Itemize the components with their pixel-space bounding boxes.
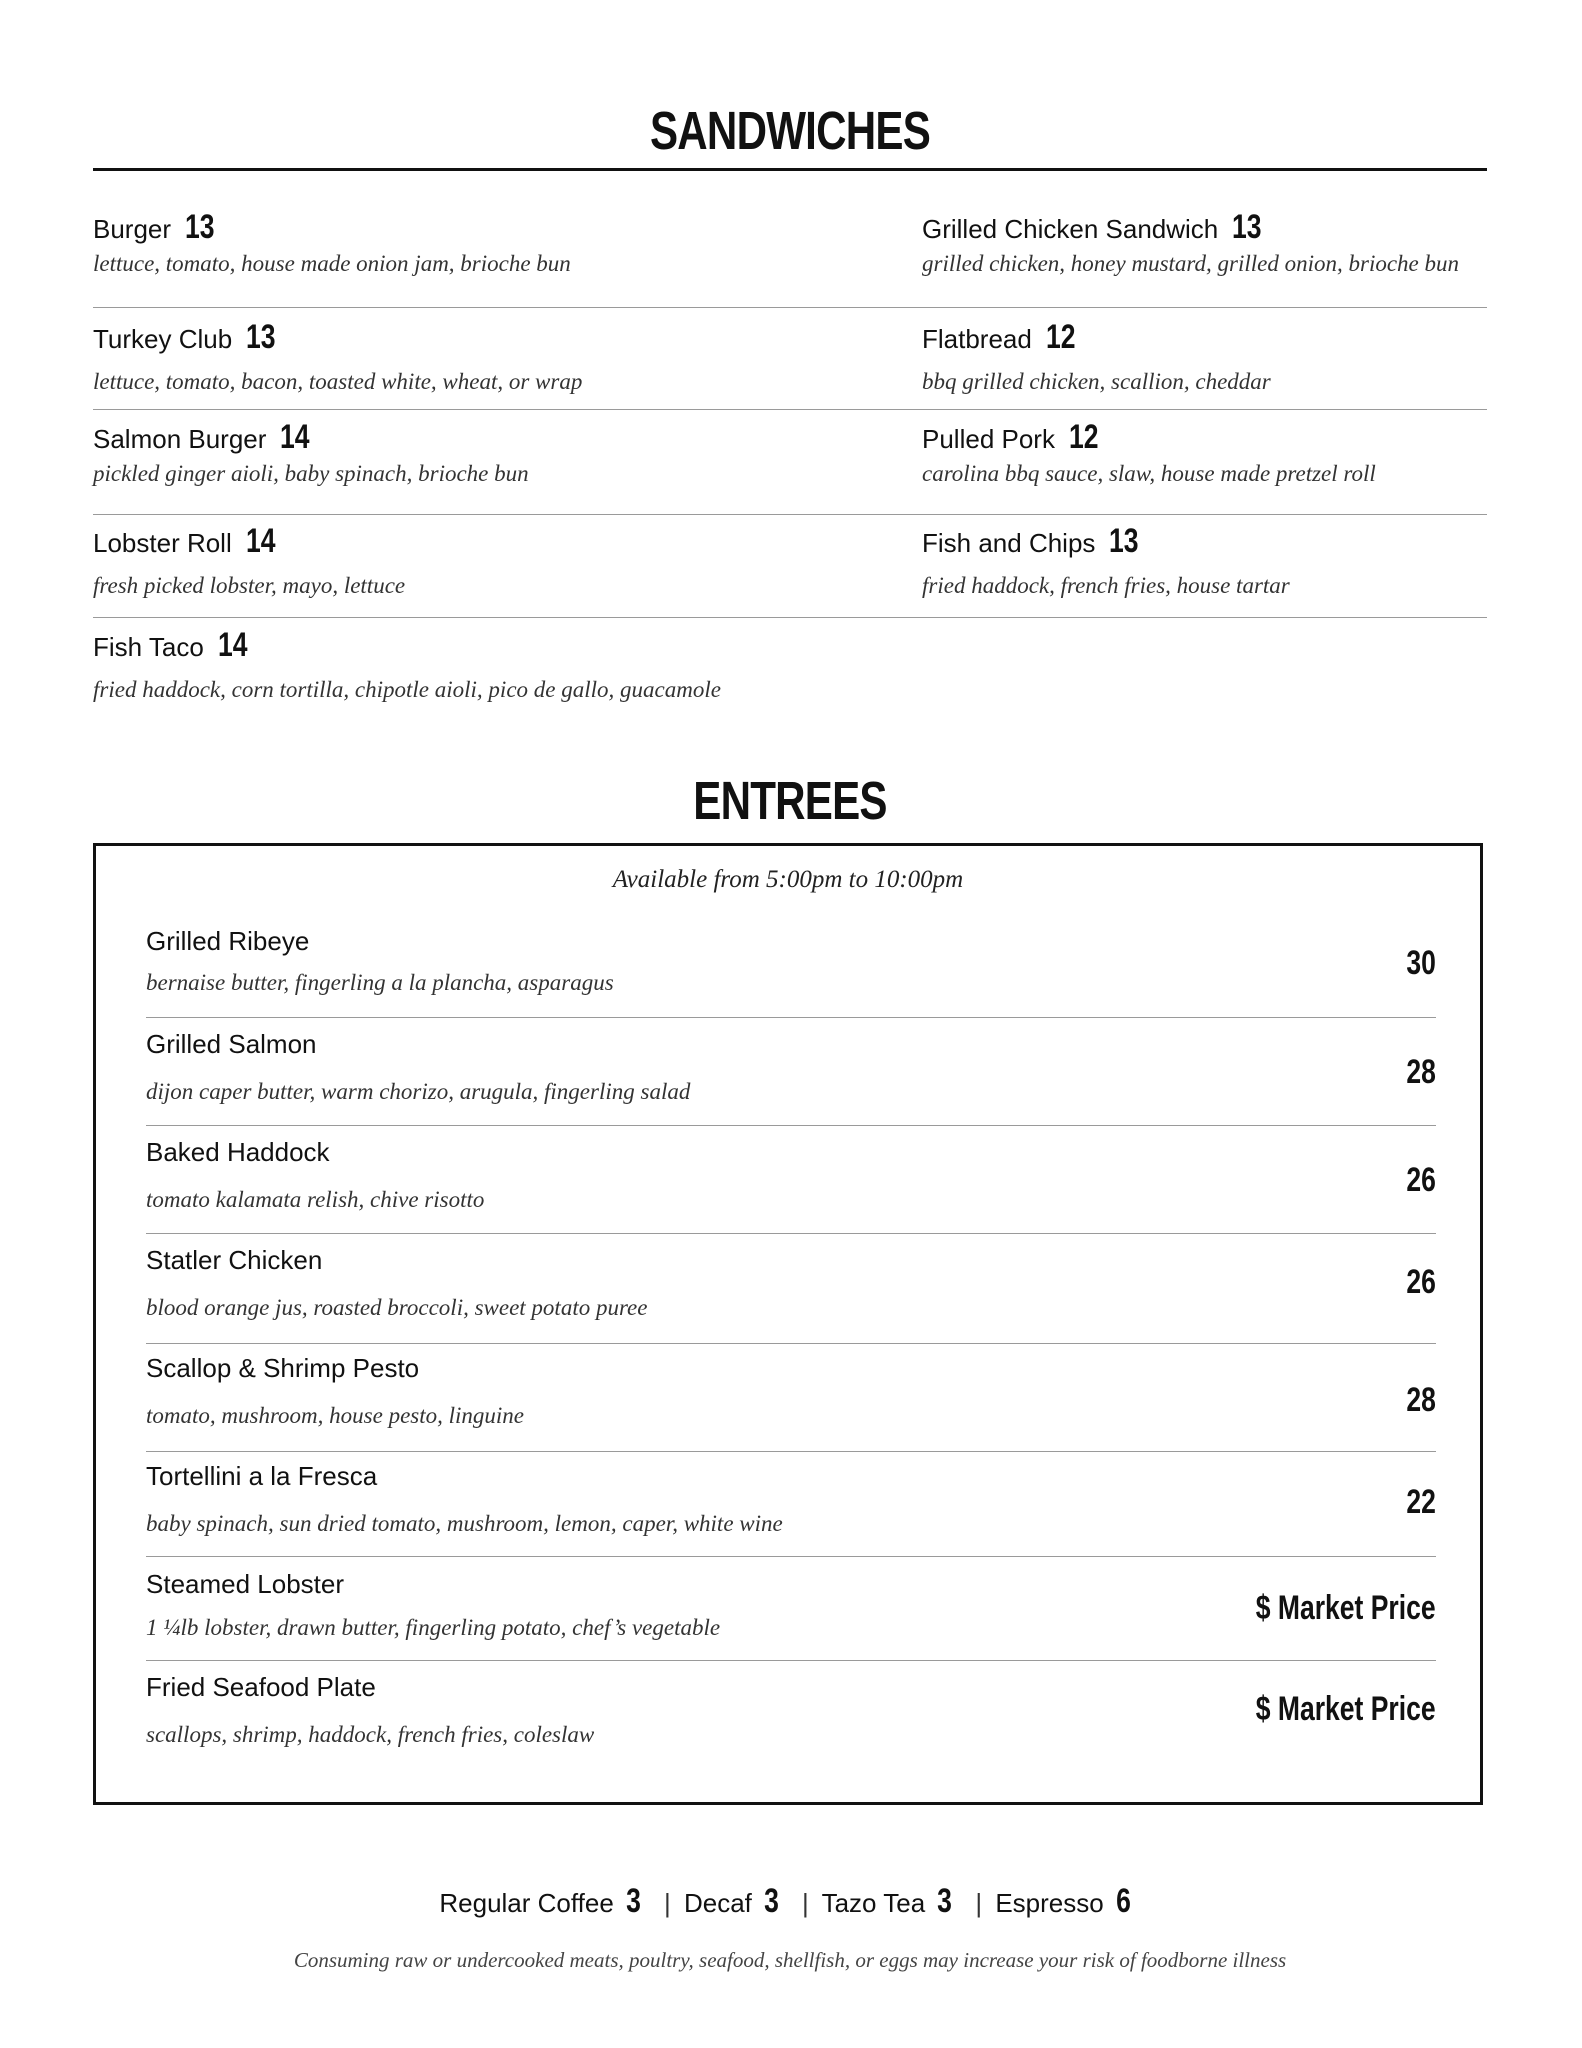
sandwich-description: grilled chicken, honey mustard, grilled onion, brioche bun [922, 251, 1459, 276]
entree-row [146, 926, 1436, 1018]
entree-name: Baked Haddock [146, 1137, 330, 1167]
sandwich-name: Lobster Roll [93, 528, 232, 558]
sandwich-item [93, 626, 893, 703]
sandwich-item [93, 208, 893, 277]
entree-row [146, 1672, 1436, 1764]
sandwich-item [922, 208, 1502, 277]
entree-price: $ Market Price [1256, 1589, 1436, 1627]
sandwich-name: Flatbread [922, 324, 1032, 354]
entree-price: 22 [1406, 1483, 1436, 1521]
entrees-heading: ENTREES [693, 771, 887, 831]
entree-row [146, 1137, 1436, 1234]
entree-price: $ Market Price [1256, 1690, 1436, 1728]
sandwich-description: bbq grilled chicken, scallion, cheddar [922, 369, 1271, 394]
sandwich-name: Pulled Pork [922, 424, 1055, 454]
sandwich-description: fried haddock, corn tortilla, chipotle aioli, pico de gallo, guacamole [93, 677, 721, 702]
entree-description: tomato, mushroom, house pesto, linguine [146, 1403, 524, 1428]
sandwich-price: 12 [1068, 418, 1099, 456]
sandwich-name: Grilled Chicken Sandwich [922, 214, 1219, 244]
sandwich-price: 13 [185, 208, 215, 246]
sandwich-name: Salmon Burger [93, 424, 267, 454]
sandwich-name: Turkey Club [93, 324, 233, 354]
sandwich-row [93, 208, 1487, 308]
drink-separator: | [975, 1888, 983, 1918]
sandwich-row [93, 626, 1487, 726]
entree-row [146, 1029, 1436, 1126]
drink-name: Decaf [683, 1888, 752, 1918]
sandwich-name: Fish Taco [93, 632, 204, 662]
sandwich-item [93, 418, 893, 487]
sandwich-item [922, 318, 1502, 395]
sandwich-price: 13 [1109, 522, 1139, 560]
drinks-line [93, 1882, 1487, 1921]
entree-row [146, 1353, 1436, 1452]
entree-row [146, 1569, 1436, 1661]
sandwich-price: 14 [280, 418, 310, 456]
drink-price: 6 [1115, 1882, 1131, 1920]
entree-name: Steamed Lobster [146, 1569, 345, 1599]
entree-price: 28 [1406, 1381, 1436, 1419]
entree-name: Grilled Salmon [146, 1029, 317, 1059]
sandwich-price: 12 [1045, 318, 1076, 356]
sandwich-description: fried haddock, french fries, house tartar [922, 573, 1290, 598]
sandwich-item [922, 418, 1502, 487]
drink-separator: | [663, 1888, 671, 1918]
sandwich-row [93, 418, 1487, 515]
drink-name: Tazo Tea [821, 1888, 926, 1918]
entree-description: dijon caper butter, warm chorizo, arugula, fingerling salad [146, 1079, 691, 1104]
food-safety-disclaimer: Consuming raw or undercooked meats, poultry, seafood, shellfish, or eggs may increase your risk of foodborne illness [293, 1948, 1287, 1972]
drink-name: Regular Coffee [439, 1888, 614, 1918]
entree-name: Scallop & Shrimp Pesto [146, 1353, 420, 1383]
entree-description: tomato kalamata relish, chive risotto [146, 1187, 485, 1212]
sandwich-price: 13 [246, 318, 276, 356]
entree-description: blood orange jus, roasted broccoli, sweet potato puree [146, 1295, 648, 1320]
sandwich-item [93, 522, 893, 599]
drink-name: Espresso [995, 1888, 1104, 1918]
entree-price: 28 [1406, 1053, 1436, 1091]
sandwich-price: 13 [1232, 208, 1262, 246]
entree-name: Statler Chicken [146, 1245, 323, 1275]
sandwich-name: Burger [93, 214, 172, 244]
entree-description: baby spinach, sun dried tomato, mushroom, lemon, caper, white wine [146, 1511, 783, 1536]
entree-description: bernaise butter, fingerling a la plancha, asparagus [146, 970, 614, 995]
entree-name: Fried Seafood Plate [146, 1672, 376, 1702]
drink-price: 3 [763, 1882, 779, 1920]
sandwich-description: fresh picked lobster, mayo, lettuce [93, 573, 406, 598]
entree-price: 30 [1406, 944, 1436, 982]
entree-description: 1 ¼lb lobster, drawn butter, fingerling potato, chef’s vegetable [146, 1615, 721, 1640]
entrees-box [93, 843, 1483, 1805]
entree-price: 26 [1406, 1263, 1436, 1301]
drink-separator: | [802, 1888, 809, 1918]
entrees-availability: Available from 5:00pm to 10:00pm [612, 866, 964, 893]
sandwich-price: 14 [217, 626, 248, 664]
sandwich-item [922, 522, 1502, 599]
drink-price: 3 [937, 1882, 952, 1920]
sandwich-description: pickled ginger aioli, baby spinach, brioche bun [93, 461, 529, 486]
entree-name: Grilled Ribeye [146, 926, 310, 956]
sandwich-description: lettuce, tomato, bacon, toasted white, wheat, or wrap [93, 369, 583, 394]
sandwich-row [93, 318, 1487, 410]
sandwiches-divider [93, 168, 1487, 171]
sandwich-description: lettuce, tomato, house made onion jam, brioche bun [93, 251, 571, 276]
sandwich-row [93, 522, 1487, 618]
sandwich-name: Fish and Chips [922, 528, 1096, 558]
sandwich-price: 14 [245, 522, 276, 560]
entree-description: scallops, shrimp, haddock, french fries, coleslaw [146, 1722, 595, 1747]
sandwich-item [93, 318, 893, 395]
drink-price: 3 [625, 1882, 641, 1920]
entree-name: Tortellini a la Fresca [146, 1461, 378, 1491]
entree-price: 26 [1406, 1161, 1436, 1199]
sandwiches-heading: SANDWICHES [649, 101, 931, 161]
sandwich-description: carolina bbq sauce, slaw, house made pretzel roll [922, 461, 1376, 486]
entree-row [146, 1245, 1436, 1344]
entree-row [146, 1461, 1436, 1557]
